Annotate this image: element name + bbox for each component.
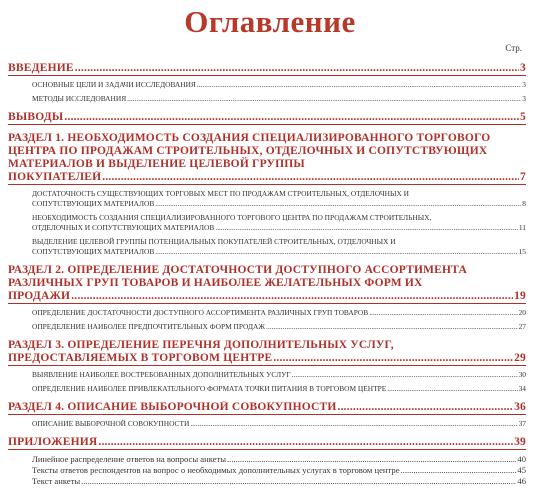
toc-subentry[interactable] — [8, 94, 526, 104]
toc-entry-label: РАЗДЕЛ 3. ОПРЕДЕЛЕНИЕ ПЕРЕЧНЯ ДОПОЛНИТЕЛЬНЫХ УСЛУГ, — [8, 339, 394, 351]
dot-leader — [102, 173, 519, 184]
toc-subentry-label-last: ОТДЕЛОЧНЫХ И СОПУТСТВУЮЩИХ МАТЕРИАЛОВ — [32, 223, 215, 232]
toc-subentry-label: ОПИСАНИЕ ВЫБОРОЧНОЙ СОВОКУПНОСТИ — [32, 419, 190, 428]
table-of-contents — [8, 62, 526, 487]
dot-leader — [369, 309, 517, 318]
toc-entry-page: 19 — [514, 290, 526, 302]
toc-subentry-label: ВЫДЕЛЕНИЕ ЦЕЛЕВОЙ ГРУППЫ ПОТЕНЦИАЛЬНЫХ ПОКУПАТЕЛЕЙ СТРОИТЕЛЬНЫХ, ОТДЕЛОЧНЫХ И — [32, 237, 396, 246]
dot-leader — [190, 420, 517, 429]
toc-entry-label: ВВЕДЕНИЕ — [8, 62, 74, 74]
dot-leader — [127, 95, 521, 104]
toc-subentry-page: 8 — [522, 199, 526, 208]
toc-subentry[interactable] — [8, 419, 526, 429]
toc-entry-label: РАЗДЕЛ 4. ОПИСАНИЕ ВЫБОРОЧНОЙ СОВОКУПНОСТИ — [8, 401, 337, 413]
toc-entry-section-1[interactable] — [8, 132, 526, 185]
toc-subentry-label: ОСНОВНЫЕ ЦЕЛИ И ЗАДАЧИ ИССЛЕДОВАНИЯ — [32, 80, 196, 89]
page-column-label: Стр. — [505, 43, 522, 53]
toc-entry-label: РАЗДЕЛ 2. ОПРЕДЕЛЕНИЕ ДОСТАТОЧНОСТИ ДОСТУПНОГО АССОРТИМЕНТА РАЗЛИЧНЫХ ГРУП ТОВАРОВ И НАИБОЛЕЕ ЖЕЛАТЕЛЬНЫХ ФОРМ ИХ — [8, 264, 467, 289]
toc-subentry-page: 34 — [518, 384, 526, 393]
toc-entry-page: 29 — [514, 352, 526, 364]
toc-subentry-page: 3 — [522, 80, 526, 89]
toc-entry-page: 5 — [520, 111, 526, 123]
dot-leader — [71, 292, 513, 303]
toc-subentry[interactable] — [8, 80, 526, 90]
dot-leader — [197, 81, 521, 90]
toc-subentry[interactable] — [8, 476, 526, 487]
toc-subentry-page: 20 — [518, 308, 526, 317]
toc-entry-label: ВЫВОДЫ — [8, 111, 64, 123]
toc-subentry[interactable] — [8, 465, 526, 476]
dot-leader — [273, 354, 513, 365]
toc-subentry-label: ВЫЯВЛЕНИЕ НАИБОЛЕЕ ВОСТРЕБОВАННЫХ ДОПОЛНИТЕЛЬНЫХ УСЛУГ — [32, 370, 291, 379]
toc-subentry-page: 11 — [518, 223, 526, 232]
toc-entry-conclusions[interactable] — [8, 111, 526, 125]
toc-subentry[interactable] — [8, 384, 526, 394]
toc-subentry-label: МЕТОДЫ ИССЛЕДОВАНИЯ — [32, 94, 127, 103]
toc-entry-label-last: ПРЕДОСТАВЛЯЕМЫХ В ТОРГОВОМ ЦЕНТРЕ — [8, 352, 273, 364]
toc-entry-section-2[interactable] — [8, 264, 526, 304]
toc-entry-label-last: ПРОДАЖИ — [8, 290, 71, 302]
toc-entry-label-last: ПОКУПАТЕЛЕЙ — [8, 171, 102, 183]
dot-leader — [64, 113, 519, 124]
dot-leader — [338, 403, 514, 414]
toc-entry-page: 3 — [520, 62, 526, 74]
toc-entry-label: ПРИЛОЖЕНИЯ — [8, 436, 98, 448]
dot-leader — [401, 466, 517, 476]
dot-leader — [155, 248, 517, 257]
toc-subentry-label-last: СОПУТСТВУЮЩИХ МАТЕРИАЛОВ — [32, 247, 155, 256]
toc-entry-page: 39 — [514, 436, 526, 448]
toc-subentry-page: 46 — [517, 476, 526, 486]
toc-subentry-page: 45 — [517, 465, 526, 475]
toc-subentry[interactable] — [8, 308, 526, 318]
dot-leader — [292, 371, 518, 380]
toc-entry-section-3[interactable] — [8, 339, 526, 366]
dot-leader — [75, 64, 519, 75]
toc-subentry[interactable] — [8, 237, 526, 257]
toc-subentry-page: 15 — [518, 247, 526, 256]
toc-subentry-label: Тексты ответов респондентов на вопрос о необходимых дополнительных услугах в торговом центре — [32, 465, 400, 475]
toc-subentry-page: 37 — [518, 419, 526, 428]
dot-leader — [98, 438, 513, 449]
toc-entry-intro[interactable] — [8, 62, 526, 76]
toc-entry-label: РАЗДЕЛ 1. НЕОБХОДИМОСТЬ СОЗДАНИЯ СПЕЦИАЛИЗИРОВАННОГО ТОРГОВОГО ЦЕНТРА ПО ПРОДАЖАМ СТРОИТЕЛЬНЫХ, ОТДЕЛОЧНЫХ И СОПУТСТВУЮЩИХ МАТЕРИАЛОВ И ВЫДЕЛЕНИЕ ЦЕЛЕВОЙ ГРУППЫ — [8, 132, 491, 170]
toc-subentry-label: НЕОБХОДИМОСТЬ СОЗДАНИЯ СПЕЦИАЛИЗИРОВАННОГО ТОРГОВОГО ЦЕНТРА ПО ПРОДАЖАМ СТРОИТЕЛЬНЫХ, — [32, 213, 432, 222]
toc-subentry[interactable] — [8, 370, 526, 380]
toc-subentry-page: 30 — [518, 370, 526, 379]
toc-subentry-page: 3 — [522, 94, 526, 103]
toc-subentry-label: ОПРЕДЕЛЕНИЕ ДОСТАТОЧНОСТИ ДОСТУПНОГО АССОРТИМЕНТА РАЗЛИЧНЫХ ГРУП ТОВАРОВ — [32, 308, 369, 317]
dot-leader — [215, 224, 518, 233]
toc-subentry[interactable] — [8, 454, 526, 465]
toc-subentry-page: 40 — [517, 454, 526, 464]
toc-subentry-label: ДОСТАТОЧНОСТЬ СУЩЕСТВУЮЩИХ ТОРГОВЫХ МЕСТ ПО ПРОДАЖАМ СТРОИТЕЛЬНЫХ, ОТДЕЛОЧНЫХ И — [32, 189, 409, 198]
toc-subentry-label-last: СОПУТСТВУЮЩИХ МАТЕРИАЛОВ — [32, 199, 155, 208]
toc-subentry[interactable] — [8, 322, 526, 332]
toc-subentry-label: ОПРЕДЕЛЕНИЕ НАИБОЛЕЕ ПРИВЛЕКАТЕЛЬНОГО ФОРМАТА ТОЧКИ ПИТАНИЯ В ТОРГОВОМ ЦЕНТРЕ — [32, 384, 387, 393]
toc-subentry-label: Линейное распределение ответов на вопросы анкеты — [32, 454, 227, 464]
toc-subentry-label: ОПРЕДЕЛЕНИЕ НАИБОЛЕЕ ПРЕДПОЧТИТЕЛЬНЫХ ФОРМ ПРОДАЖ — [32, 322, 265, 331]
dot-leader — [266, 323, 518, 332]
toc-subentry[interactable] — [8, 213, 526, 233]
dot-leader — [227, 455, 516, 465]
toc-subentry-label: Текст анкеты — [32, 476, 81, 486]
dot-leader — [81, 477, 516, 487]
toc-entry-section-4[interactable] — [8, 401, 526, 415]
page-title: Оглавление — [184, 4, 356, 39]
toc-entry-appendix[interactable] — [8, 436, 526, 450]
toc-subentry[interactable] — [8, 189, 526, 209]
toc-subentry-page: 27 — [518, 322, 526, 331]
toc-entry-page: 7 — [520, 171, 526, 183]
dot-leader — [387, 385, 517, 394]
toc-entry-page: 36 — [514, 401, 526, 413]
dot-leader — [155, 200, 521, 209]
